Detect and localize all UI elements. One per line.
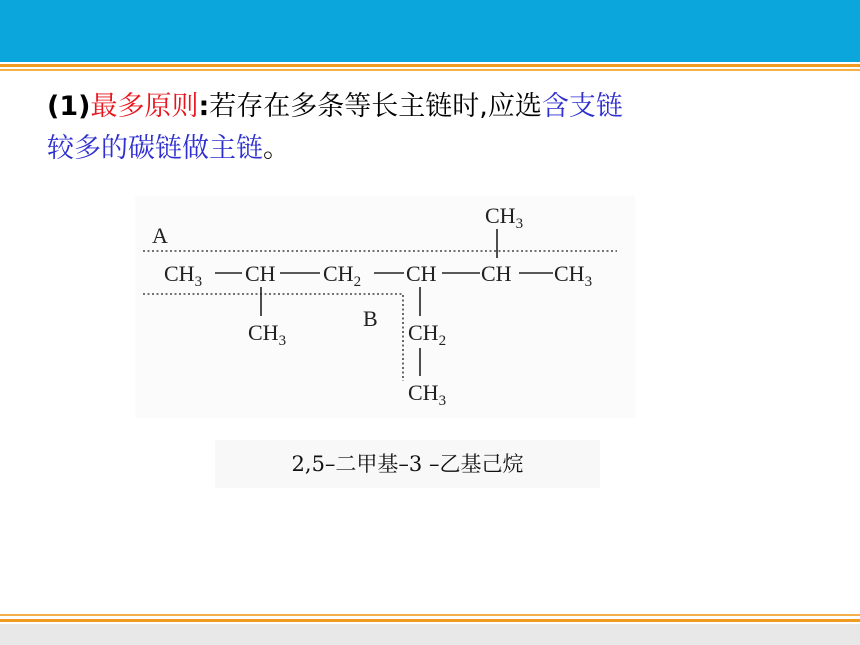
structural-formula-figure: [135, 196, 635, 418]
carbon-3: $CH_2$: [323, 261, 362, 290]
branch-ch3-left: $CH_3$: [248, 320, 287, 349]
footer-stripe-thin: [0, 614, 860, 616]
heading-middle: 若存在多条等长主链时,应选: [209, 91, 542, 122]
header-stripe-thin: [0, 69, 860, 71]
heading-end: 。: [263, 133, 290, 164]
carbon-6: $CH_3$: [554, 261, 593, 290]
carbon-2: CH: [245, 261, 276, 286]
compound-name-caption: 2,5–二甲基–3 –乙基己烷: [291, 452, 524, 476]
structural-formula-svg: [135, 196, 635, 418]
label-b: B: [363, 306, 378, 331]
header-stripe: [0, 64, 860, 67]
rule-name: 最多原则: [90, 91, 199, 122]
label-a: A: [152, 223, 168, 248]
heading-highlight-2: 较多的碳链做主链: [47, 133, 263, 164]
branch-ch3-bottom: $CH_3$: [408, 380, 447, 409]
top-ch3: $CH_3$: [485, 203, 524, 232]
header-bar: [0, 0, 860, 62]
rule-heading: [47, 86, 827, 170]
caption-box: [215, 440, 600, 488]
heading-prefix: (1): [47, 91, 91, 122]
carbon-1: $CH_3$: [164, 261, 203, 290]
carbon-4: CH: [406, 261, 437, 286]
heading-highlight-1: 含支链: [541, 91, 623, 122]
footer-bar: [0, 624, 860, 645]
carbon-5: CH: [481, 261, 512, 286]
heading-colon: :: [198, 91, 210, 122]
footer-stripe: [0, 619, 860, 622]
branch-ch2: $CH_2$: [408, 320, 447, 349]
